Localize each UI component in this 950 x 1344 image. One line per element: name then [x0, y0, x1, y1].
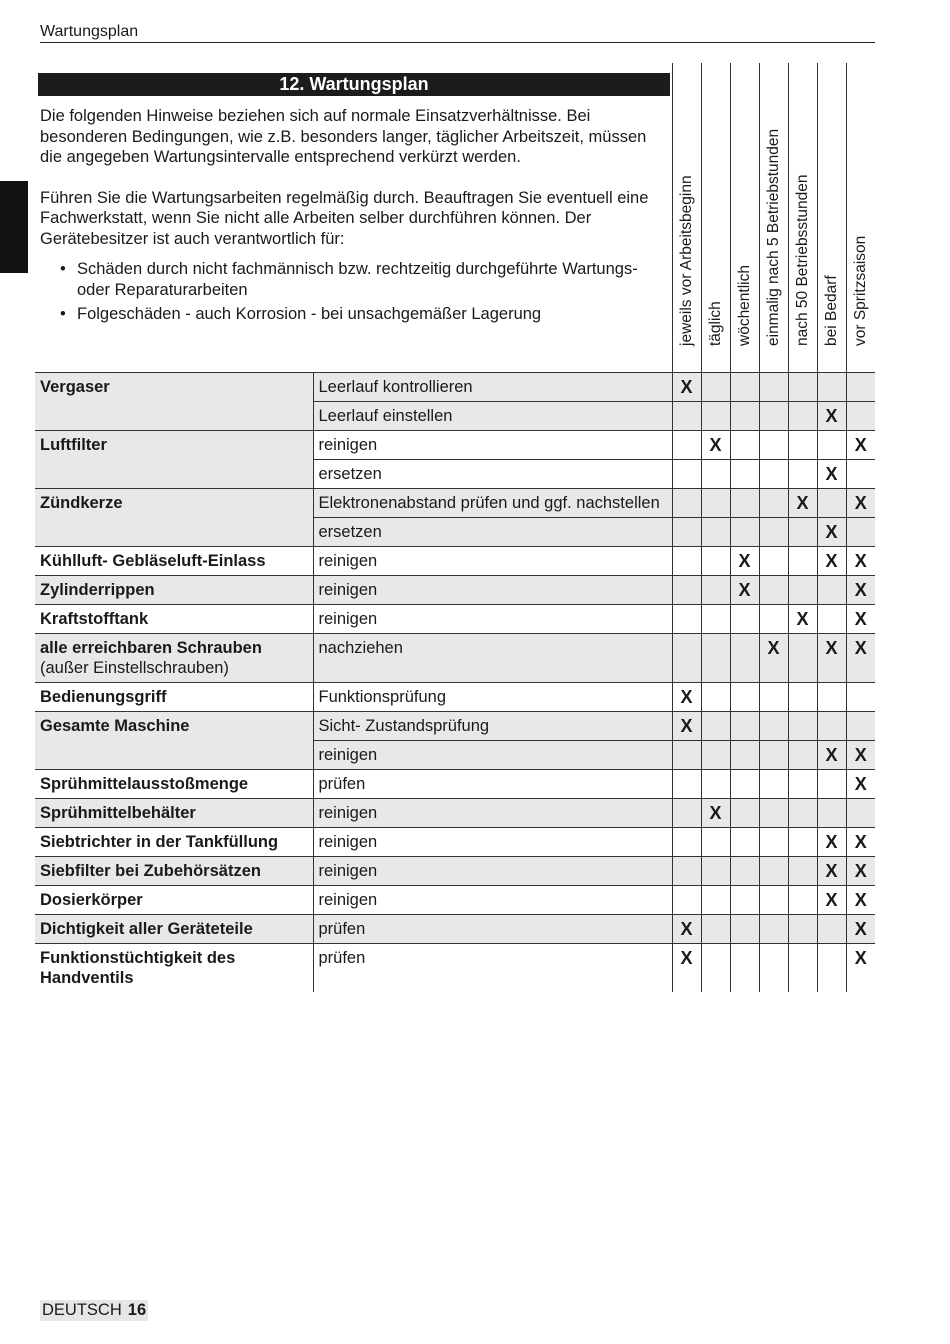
- interval-cell: [701, 857, 730, 886]
- interval-mark: X: [680, 716, 693, 736]
- component-name: Sprühmittelbehälter: [40, 804, 196, 822]
- column-header: [701, 63, 730, 372]
- component-cell: [35, 770, 313, 799]
- interval-cell: [817, 489, 846, 518]
- interval-cell: [817, 373, 846, 402]
- component-cell: [35, 712, 313, 770]
- interval-cell: [701, 828, 730, 857]
- table-row: [35, 489, 875, 518]
- task-cell: reinigen: [313, 741, 672, 770]
- interval-cell: [730, 547, 759, 576]
- interval-mark: X: [825, 464, 838, 484]
- interval-cell: [701, 373, 730, 402]
- interval-cell: [817, 683, 846, 712]
- table-row: [35, 828, 875, 857]
- column-header: [759, 63, 788, 372]
- component-name: alle erreichbaren Schrauben: [40, 639, 262, 657]
- table-row: [35, 857, 875, 886]
- component-name: Gesamte Maschine: [40, 717, 190, 735]
- interval-cell: [730, 828, 759, 857]
- list-item-text: Schäden durch nicht fachmännisch bzw. rechtzeitig durchgeführte Wartungs- oder Reparaturarbeiten: [77, 260, 638, 299]
- interval-cell: [788, 828, 817, 857]
- interval-cell: [817, 944, 846, 993]
- interval-cell: [759, 576, 788, 605]
- interval-cell: [846, 828, 875, 857]
- component-cell: [35, 547, 313, 576]
- interval-cell: [701, 547, 730, 576]
- interval-cell: [788, 431, 817, 460]
- interval-cell: [846, 489, 875, 518]
- component-name: Siebtrichter in der Tankfüllung: [40, 833, 279, 851]
- interval-cell: [672, 828, 701, 857]
- interval-mark: X: [680, 919, 693, 939]
- interval-cell: [730, 915, 759, 944]
- interval-mark: X: [854, 609, 867, 629]
- interval-cell: [730, 799, 759, 828]
- interval-cell: [788, 460, 817, 489]
- interval-cell: [759, 886, 788, 915]
- component-cell: [35, 944, 313, 993]
- interval-cell: [672, 799, 701, 828]
- component-cell: [35, 431, 313, 489]
- column-header-label: vor Spritzsaison: [851, 235, 869, 346]
- task-cell: reinigen: [313, 605, 672, 634]
- task-cell: reinigen: [313, 576, 672, 605]
- list-item: [40, 259, 670, 300]
- interval-cell: [672, 944, 701, 993]
- component-cell: [35, 828, 313, 857]
- table-row: [35, 634, 875, 683]
- interval-cell: [672, 741, 701, 770]
- interval-cell: [730, 576, 759, 605]
- interval-cell: [788, 402, 817, 431]
- interval-cell: [701, 460, 730, 489]
- page-footer: [40, 1300, 148, 1321]
- interval-cell: [759, 489, 788, 518]
- interval-cell: [672, 886, 701, 915]
- interval-cell: [672, 770, 701, 799]
- table-row: [35, 547, 875, 576]
- header-rule: [40, 42, 875, 43]
- interval-cell: [701, 886, 730, 915]
- interval-cell: [788, 915, 817, 944]
- interval-cell: [759, 373, 788, 402]
- maintenance-table: [35, 372, 875, 992]
- interval-cell: [672, 712, 701, 741]
- interval-cell: [672, 915, 701, 944]
- table-row: [35, 605, 875, 634]
- component-name: Vergaser: [40, 378, 110, 396]
- component-name: Dosierkörper: [40, 891, 143, 909]
- interval-cell: [817, 634, 846, 683]
- interval-cell: [701, 770, 730, 799]
- interval-cell: [788, 683, 817, 712]
- interval-mark: X: [738, 580, 751, 600]
- interval-cell: [701, 683, 730, 712]
- interval-cell: [759, 634, 788, 683]
- interval-mark: X: [854, 638, 867, 658]
- running-header: Wartungsplan: [40, 23, 139, 40]
- component-name: Dichtigkeit aller Geräteteile: [40, 920, 253, 938]
- interval-cell: [817, 605, 846, 634]
- interval-cell: [788, 373, 817, 402]
- component-name: Funktionstüchtigkeit des Handventils: [40, 949, 236, 987]
- interval-cell: [817, 828, 846, 857]
- interval-cell: [817, 460, 846, 489]
- interval-mark: X: [854, 580, 867, 600]
- interval-cell: [730, 373, 759, 402]
- interval-cell: [759, 547, 788, 576]
- interval-cell: [672, 634, 701, 683]
- interval-cell: [759, 683, 788, 712]
- interval-cell: [701, 489, 730, 518]
- column-header-label: täglich: [706, 301, 724, 346]
- interval-cell: [730, 770, 759, 799]
- interval-cell: [701, 915, 730, 944]
- interval-cell: [788, 886, 817, 915]
- interval-cell: [759, 605, 788, 634]
- section-title: 12. Wartungsplan: [38, 73, 670, 96]
- interval-cell: [846, 518, 875, 547]
- footer-language: DEUTSCH: [42, 1301, 122, 1319]
- list-item-text: Folgeschäden - auch Korrosion - bei unsachgemäßer Lagerung: [77, 305, 542, 323]
- interval-cell: [759, 915, 788, 944]
- column-header: [730, 63, 759, 372]
- component-name: Siebfilter bei Zubehörsätzen: [40, 862, 261, 880]
- task-cell: ersetzen: [313, 518, 672, 547]
- intro-paragraph-1: Die folgenden Hinweise beziehen sich auf normale Einsatzverhältnisse. Bei besonderen Bedingungen, wie z.B. besonders langer, täglicher Arbeitszeit, müssen die angegeben Wartungsintervalle entsprechend verkürzt werden.: [40, 107, 647, 166]
- interval-cell: [817, 576, 846, 605]
- interval-cell: [817, 915, 846, 944]
- task-cell: reinigen: [313, 886, 672, 915]
- component-name: Zylinderrippen: [40, 581, 155, 599]
- interval-cell: [730, 605, 759, 634]
- component-cell: [35, 799, 313, 828]
- component-cell: [35, 857, 313, 886]
- interval-cell: [788, 741, 817, 770]
- interval-cell: [788, 605, 817, 634]
- interval-cell: [701, 741, 730, 770]
- interval-cell: [817, 799, 846, 828]
- interval-cell: [672, 460, 701, 489]
- interval-mark: X: [825, 406, 838, 426]
- task-cell: prüfen: [313, 915, 672, 944]
- interval-cell: [672, 489, 701, 518]
- interval-cell: [759, 460, 788, 489]
- task-cell: Funktionsprüfung: [313, 683, 672, 712]
- interval-cell: [730, 634, 759, 683]
- interval-cell: [846, 886, 875, 915]
- interval-mark: X: [825, 551, 838, 571]
- interval-cell: [672, 373, 701, 402]
- interval-cell: [701, 402, 730, 431]
- task-cell: reinigen: [313, 431, 672, 460]
- task-cell: Elektronenabstand prüfen und ggf. nachstellen: [313, 489, 672, 518]
- table-row: [35, 915, 875, 944]
- interval-cell: [672, 518, 701, 547]
- interval-cell: [730, 712, 759, 741]
- interval-cell: [730, 944, 759, 993]
- column-header: [817, 63, 846, 372]
- table-row: [35, 712, 875, 741]
- task-cell: Leerlauf kontrollieren: [313, 373, 672, 402]
- interval-cell: [788, 857, 817, 886]
- interval-cell: [672, 576, 701, 605]
- table-row: [35, 576, 875, 605]
- component-name: Zündkerze: [40, 494, 123, 512]
- interval-cell: [701, 518, 730, 547]
- interval-cell: [846, 799, 875, 828]
- interval-cell: [817, 886, 846, 915]
- interval-mark: X: [709, 435, 722, 455]
- column-header-label: jeweils vor Arbeitsbeginn: [677, 175, 695, 346]
- responsibility-list: [40, 259, 670, 325]
- task-cell: prüfen: [313, 944, 672, 993]
- interval-cell: [730, 683, 759, 712]
- interval-cell: [788, 518, 817, 547]
- interval-cell: [846, 605, 875, 634]
- interval-cell: [759, 857, 788, 886]
- task-cell: reinigen: [313, 857, 672, 886]
- interval-mark: X: [767, 638, 780, 658]
- interval-mark: X: [709, 803, 722, 823]
- column-header-label: wöchentlich: [735, 265, 753, 346]
- interval-cell: [672, 605, 701, 634]
- column-header-label: nach 50 Betriebsstunden: [793, 174, 811, 346]
- task-cell: prüfen: [313, 770, 672, 799]
- interval-cell: [846, 373, 875, 402]
- task-cell: reinigen: [313, 547, 672, 576]
- component-cell: [35, 915, 313, 944]
- interval-cell: [759, 431, 788, 460]
- column-header-label: bei Bedarf: [822, 275, 840, 346]
- interval-cell: [730, 518, 759, 547]
- interval-cell: [846, 460, 875, 489]
- component-name: Luftfilter: [40, 436, 107, 454]
- interval-cell: [846, 770, 875, 799]
- table-row: [35, 886, 875, 915]
- interval-cell: [846, 741, 875, 770]
- interval-cell: [817, 712, 846, 741]
- task-cell: reinigen: [313, 799, 672, 828]
- interval-mark: X: [854, 948, 867, 968]
- interval-cell: [817, 770, 846, 799]
- interval-cell: [730, 402, 759, 431]
- interval-cell: [788, 547, 817, 576]
- interval-cell: [846, 712, 875, 741]
- interval-mark: X: [738, 551, 751, 571]
- component-cell: [35, 886, 313, 915]
- interval-cell: [788, 712, 817, 741]
- interval-cell: [730, 489, 759, 518]
- component-cell: [35, 634, 313, 683]
- component-cell: [35, 576, 313, 605]
- interval-cell: [846, 431, 875, 460]
- component-note: (außer Einstellschrauben): [40, 659, 229, 677]
- interval-mark: X: [796, 493, 809, 513]
- table-row: [35, 683, 875, 712]
- interval-mark: X: [854, 774, 867, 794]
- intro-text: [40, 106, 670, 329]
- interval-cell: [701, 576, 730, 605]
- task-cell: Leerlauf einstellen: [313, 402, 672, 431]
- task-cell: Sicht- Zustandsprüfung: [313, 712, 672, 741]
- table-row: [35, 944, 875, 993]
- interval-cell: [817, 518, 846, 547]
- interval-cell: [759, 402, 788, 431]
- interval-cell: [672, 683, 701, 712]
- interval-cell: [759, 770, 788, 799]
- interval-cell: [701, 944, 730, 993]
- task-cell: ersetzen: [313, 460, 672, 489]
- interval-cell: [846, 683, 875, 712]
- interval-mark: X: [854, 832, 867, 852]
- column-header: [788, 63, 817, 372]
- interval-cell: [759, 799, 788, 828]
- component-cell: [35, 489, 313, 547]
- bullet-icon: •: [60, 305, 66, 323]
- intro-paragraph-2: Führen Sie die Wartungsarbeiten regelmäßig durch. Beauftragen Sie eventuell eine Fachwerkstatt, wenn Sie nicht alle Arbeiten selber durchführen können. Der Gerätebesitzer ist auch verantwortlich für:: [40, 188, 649, 248]
- column-header: [846, 63, 875, 372]
- interval-cell: [759, 741, 788, 770]
- interval-mark: X: [825, 861, 838, 881]
- column-header: [672, 63, 701, 372]
- interval-cell: [817, 741, 846, 770]
- interval-cell: [730, 886, 759, 915]
- interval-cell: [846, 547, 875, 576]
- component-name: Sprühmittelausstoßmenge: [40, 775, 249, 793]
- interval-cell: [701, 605, 730, 634]
- table-row: [35, 770, 875, 799]
- interval-mark: X: [854, 919, 867, 939]
- table-row: [35, 373, 875, 402]
- page-number: 16: [127, 1301, 147, 1319]
- task-cell: reinigen: [313, 828, 672, 857]
- interval-cell: [846, 944, 875, 993]
- list-item: [40, 304, 670, 325]
- interval-cell: [730, 431, 759, 460]
- interval-cell: [672, 857, 701, 886]
- interval-mark: X: [854, 435, 867, 455]
- interval-cell: [846, 576, 875, 605]
- interval-column-headers: [672, 63, 875, 372]
- interval-cell: [788, 799, 817, 828]
- interval-mark: X: [825, 522, 838, 542]
- interval-cell: [759, 828, 788, 857]
- column-header-label: einmalig nach 5 Betriebstunden: [764, 128, 782, 346]
- chapter-side-tab: [0, 181, 28, 273]
- interval-cell: [817, 547, 846, 576]
- component-name: Kühlluft- Gebläseluft-Einlass: [40, 552, 266, 570]
- interval-cell: [788, 944, 817, 993]
- bullet-icon: •: [60, 260, 66, 278]
- interval-mark: X: [854, 551, 867, 571]
- component-cell: [35, 373, 313, 431]
- interval-mark: X: [825, 890, 838, 910]
- component-cell: [35, 683, 313, 712]
- component-cell: [35, 605, 313, 634]
- interval-cell: [817, 402, 846, 431]
- interval-mark: X: [680, 948, 693, 968]
- interval-mark: X: [854, 861, 867, 881]
- interval-cell: [730, 460, 759, 489]
- interval-mark: X: [825, 638, 838, 658]
- interval-cell: [759, 944, 788, 993]
- interval-cell: [788, 634, 817, 683]
- interval-cell: [788, 576, 817, 605]
- interval-cell: [701, 634, 730, 683]
- interval-cell: [846, 634, 875, 683]
- interval-cell: [701, 712, 730, 741]
- interval-mark: X: [680, 687, 693, 707]
- component-name: Kraftstofftank: [40, 610, 149, 628]
- table-row: [35, 431, 875, 460]
- interval-cell: [846, 857, 875, 886]
- interval-cell: [701, 799, 730, 828]
- interval-mark: X: [796, 609, 809, 629]
- interval-cell: [672, 431, 701, 460]
- interval-cell: [672, 402, 701, 431]
- interval-cell: [759, 518, 788, 547]
- task-cell: nachziehen: [313, 634, 672, 683]
- interval-cell: [701, 431, 730, 460]
- interval-cell: [788, 489, 817, 518]
- interval-cell: [846, 402, 875, 431]
- table-row: [35, 799, 875, 828]
- interval-cell: [730, 857, 759, 886]
- interval-cell: [759, 712, 788, 741]
- interval-cell: [788, 770, 817, 799]
- interval-cell: [730, 741, 759, 770]
- interval-mark: X: [854, 745, 867, 765]
- interval-mark: X: [854, 493, 867, 513]
- interval-mark: X: [680, 377, 693, 397]
- interval-cell: [817, 857, 846, 886]
- interval-cell: [817, 431, 846, 460]
- interval-cell: [672, 547, 701, 576]
- interval-mark: X: [825, 745, 838, 765]
- interval-cell: [846, 915, 875, 944]
- interval-mark: X: [825, 832, 838, 852]
- component-name: Bedienungsgriff: [40, 688, 167, 706]
- interval-mark: X: [854, 890, 867, 910]
